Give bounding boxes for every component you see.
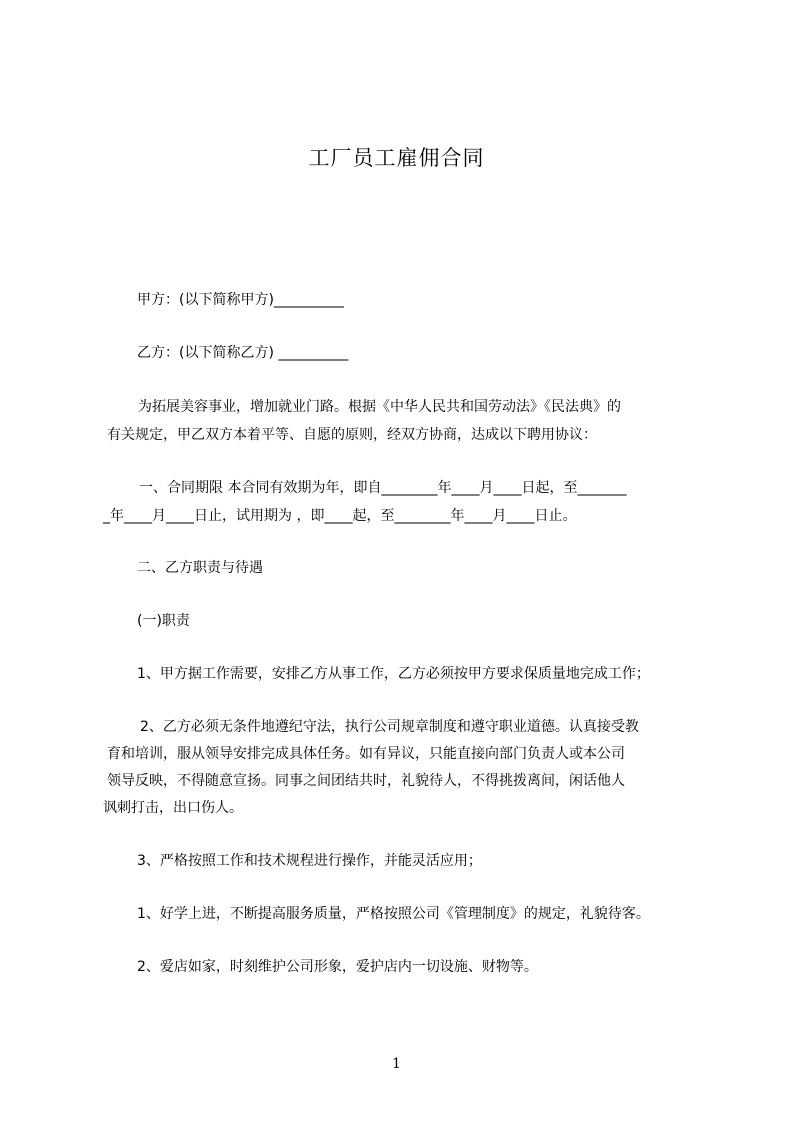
section1-line-2: _年____月____日止，试用期为 ，即____起，至________年____月____日止。 (103, 508, 577, 524)
duty-2-line-1: 2、乙方必须无条件地遵纪守法，执行公司规章制度和遵守职业道德。认真接受教 (140, 719, 639, 735)
section2-heading: 二、乙方职责与待遇 (137, 560, 263, 576)
duty-2-line-3: 领导反映，不得随意宣扬。同事之间团结共时，礼貌待人，不得挑拨离间，闲话他人 (107, 773, 625, 789)
party-a-line: 甲方：(以下简称甲方)__________ (137, 292, 344, 308)
item-2: 2、爱店如家，时刻维护公司形象，爱护店内一切设施、财物等。 (137, 959, 538, 975)
duty-2-line-4: 讽刺打击，出口伤人。 (103, 800, 243, 816)
intro-line-2: 有关规定，甲乙双方本着平等、自愿的原则，经双方协商，达成以下聘用协议： (107, 427, 597, 443)
duty-1: 1、甲方据工作需要，安排乙方从事工作，乙方必须按甲方要求保质量地完成工作； (137, 666, 650, 682)
duty-2-line-2: 育和培训，服从领导安排完成具体任务。如有异议，只能直接向部门负责人或本公司 (107, 746, 625, 762)
document-title: 工厂员工雇佣合同 (308, 146, 485, 170)
intro-line-1: 为拓展美容事业，增加就业门路。根据《中华人民共和国劳动法》《民法典》的 (138, 399, 621, 415)
item-1: 1、好学上进，不断提高服务质量，严格按照公司《管理制度》的规定，礼貌待客。 (137, 906, 650, 922)
duty-3: 3、严格按照工作和技术规程进行操作，并能灵活应用； (137, 853, 482, 869)
page-number: 1 (392, 1056, 401, 1072)
party-b-line: 乙方：(以下简称乙方) __________ (137, 345, 349, 361)
section1-line-1: 一、合同期限 本合同有效期为年，即自________年____月____日起，至_______ (139, 480, 627, 496)
subsection1-heading: (一)职责 (137, 613, 190, 629)
